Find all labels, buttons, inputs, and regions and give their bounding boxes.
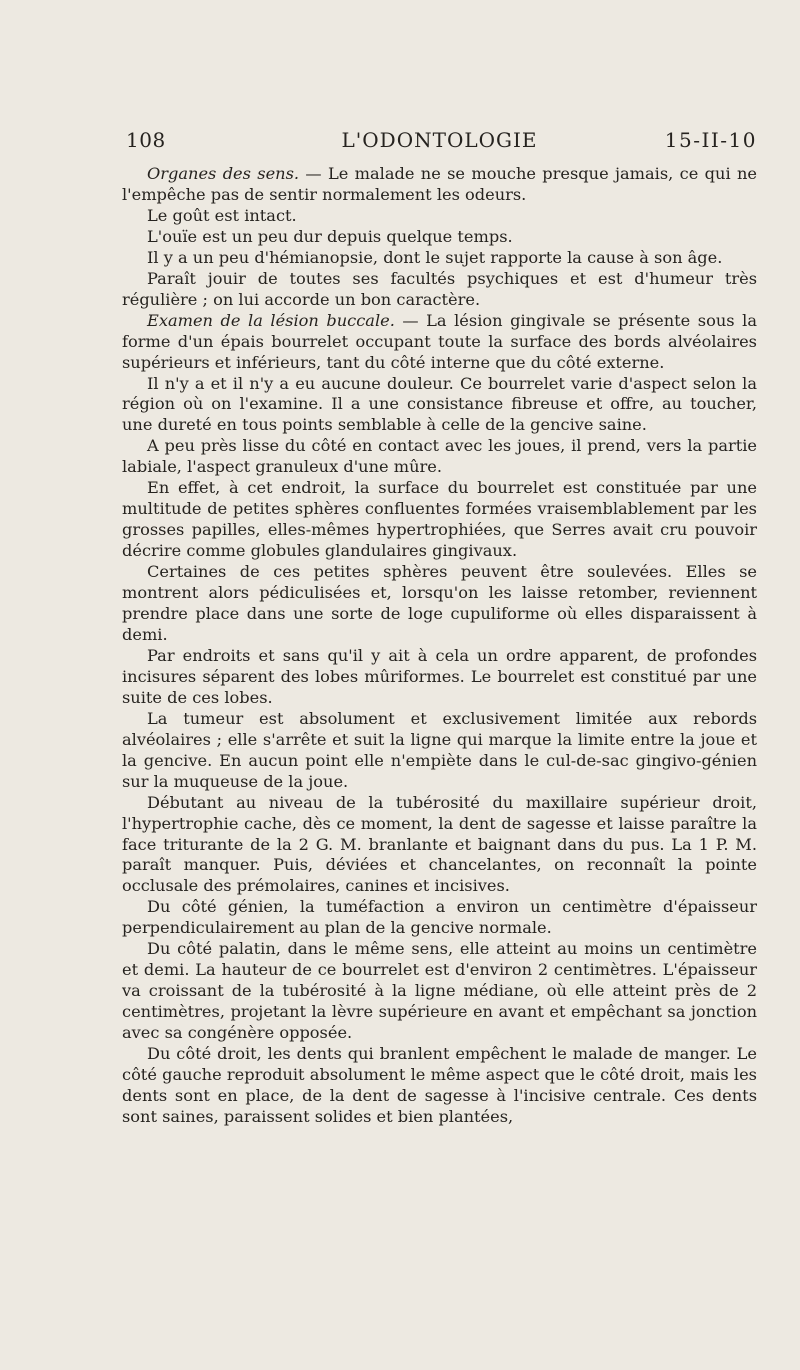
paragraph: Il y a un peu d'hémianopsie, dont le sujet rapporte la cause à son âge.: [147, 247, 723, 267]
paragraph-examen-lesion: Examen de la lésion buccale. — La lésion gingivale se présente sous la forme d'un épais bourrelet occupant toute la surface des bords alvéolaires supérieurs et inférieurs, tant du côté interne que du côté externe.: [122, 310, 757, 372]
journal-title: L'ODONTOLOGIE: [341, 128, 538, 152]
paragraph: Du côté palatin, dans le même sens, elle atteint au moins un centimètre et demi. La hauteur de ce bourrelet est d'environ 2 centimètres. L'épaisseur va croissant de la tubérosité à la ligne médiane, où elle atteint près de 2 centimètres, projetant la lèvre supérieure en avant et empêchant sa jonction avec sa congénère opposée.: [122, 939, 757, 1043]
paragraph: A peu près lisse du côté en contact avec les joues, il prend, vers la partie labiale, l'aspect granuleux d'une mûre.: [122, 436, 757, 477]
paragraph: Du côté droit, les dents qui branlent empêchent le malade de manger. Le côté gauche reproduit absolument le même aspect que le côté droit, mais les dents sont en place, de la dent de sagesse à l'incisive centrale. Ces dents sont saines, paraissent solides et bien plantées,: [122, 1044, 757, 1126]
paragraph: Le goût est intact.: [147, 205, 297, 225]
paragraph: L'ouïe est un peu dur depuis quelque temps.: [147, 226, 513, 246]
paragraph: Par endroits et sans qu'il y ait à cela un ordre apparent, de profondes incisures séparent des lobes mûriformes. Le bourrelet est constitué par une suite de ces lobes.: [122, 645, 757, 707]
paragraph: Paraît jouir de toutes ses facultés psychiques et est d'humeur très régulière ; on lui accorde un bon caractère.: [122, 268, 757, 309]
paragraph-organes-des-sens: Organes des sens. — Le malade ne se mouche presque jamais, ce qui ne l'empêche pas de sentir normalement les odeurs.: [122, 164, 757, 204]
page-number: 108: [126, 128, 166, 152]
paragraph: Débutant au niveau de la tubérosité du maxillaire supérieur droit, l'hypertrophie cache, dès ce moment, la dent de sagesse et laisse paraître la face triturante de la 2 G. M. branlante et baignant dans du pus. La 1 P. M. paraît manquer. Puis, déviées et chancelantes, on reconnaît la pointe occlusale des prémolaires, canines et incisives.: [122, 792, 757, 896]
paragraph: La tumeur est absolument et exclusivement limitée aux rebords alvéolaires ; elle s'arrête et suit la ligne qui marque la limite entre la joue et la gencive. En aucun point elle n'empiète dans le cul-de-sac gingivo-génien sur la muqueuse de la joue.: [122, 708, 757, 791]
section-lead-examen: Examen de la lésion buccale.: [147, 310, 395, 330]
running-header: [122, 128, 757, 164]
paragraph: Certaines de ces petites sphères peuvent être soulevées. Elles se montrent alors pédiculisées et, lorsqu'on les laisse retomber, reviennent prendre place dans une sorte de loge cupuliforme où elles disparaissent à demi.: [122, 562, 757, 644]
paragraph: En effet, à cet endroit, la surface du bourrelet est constituée par une multitude de petites sphères confluentes formées vraisemblablement par les grosses papilles, elles-mêmes hypertrophiées, que Serres avait cru pouvoir décrire comme globules glandulaires gingivaux.: [122, 478, 757, 561]
paragraph: Il n'y a et il n'y a eu aucune douleur. Ce bourrelet varie d'aspect selon la région où on l'examine. Il a une consistance fibreuse et offre, au toucher, une dureté en tous points semblable à celle de la gencive saine.: [122, 373, 757, 435]
article-body: [122, 164, 757, 1128]
section-lead-organes: Organes des sens.: [147, 164, 300, 183]
issue-date: 15-II-10: [664, 128, 757, 152]
paragraph: Du côté génien, la tuméfaction a environ un centimètre d'épaisseur perpendiculairement au plan de la gencive normale.: [122, 897, 757, 938]
